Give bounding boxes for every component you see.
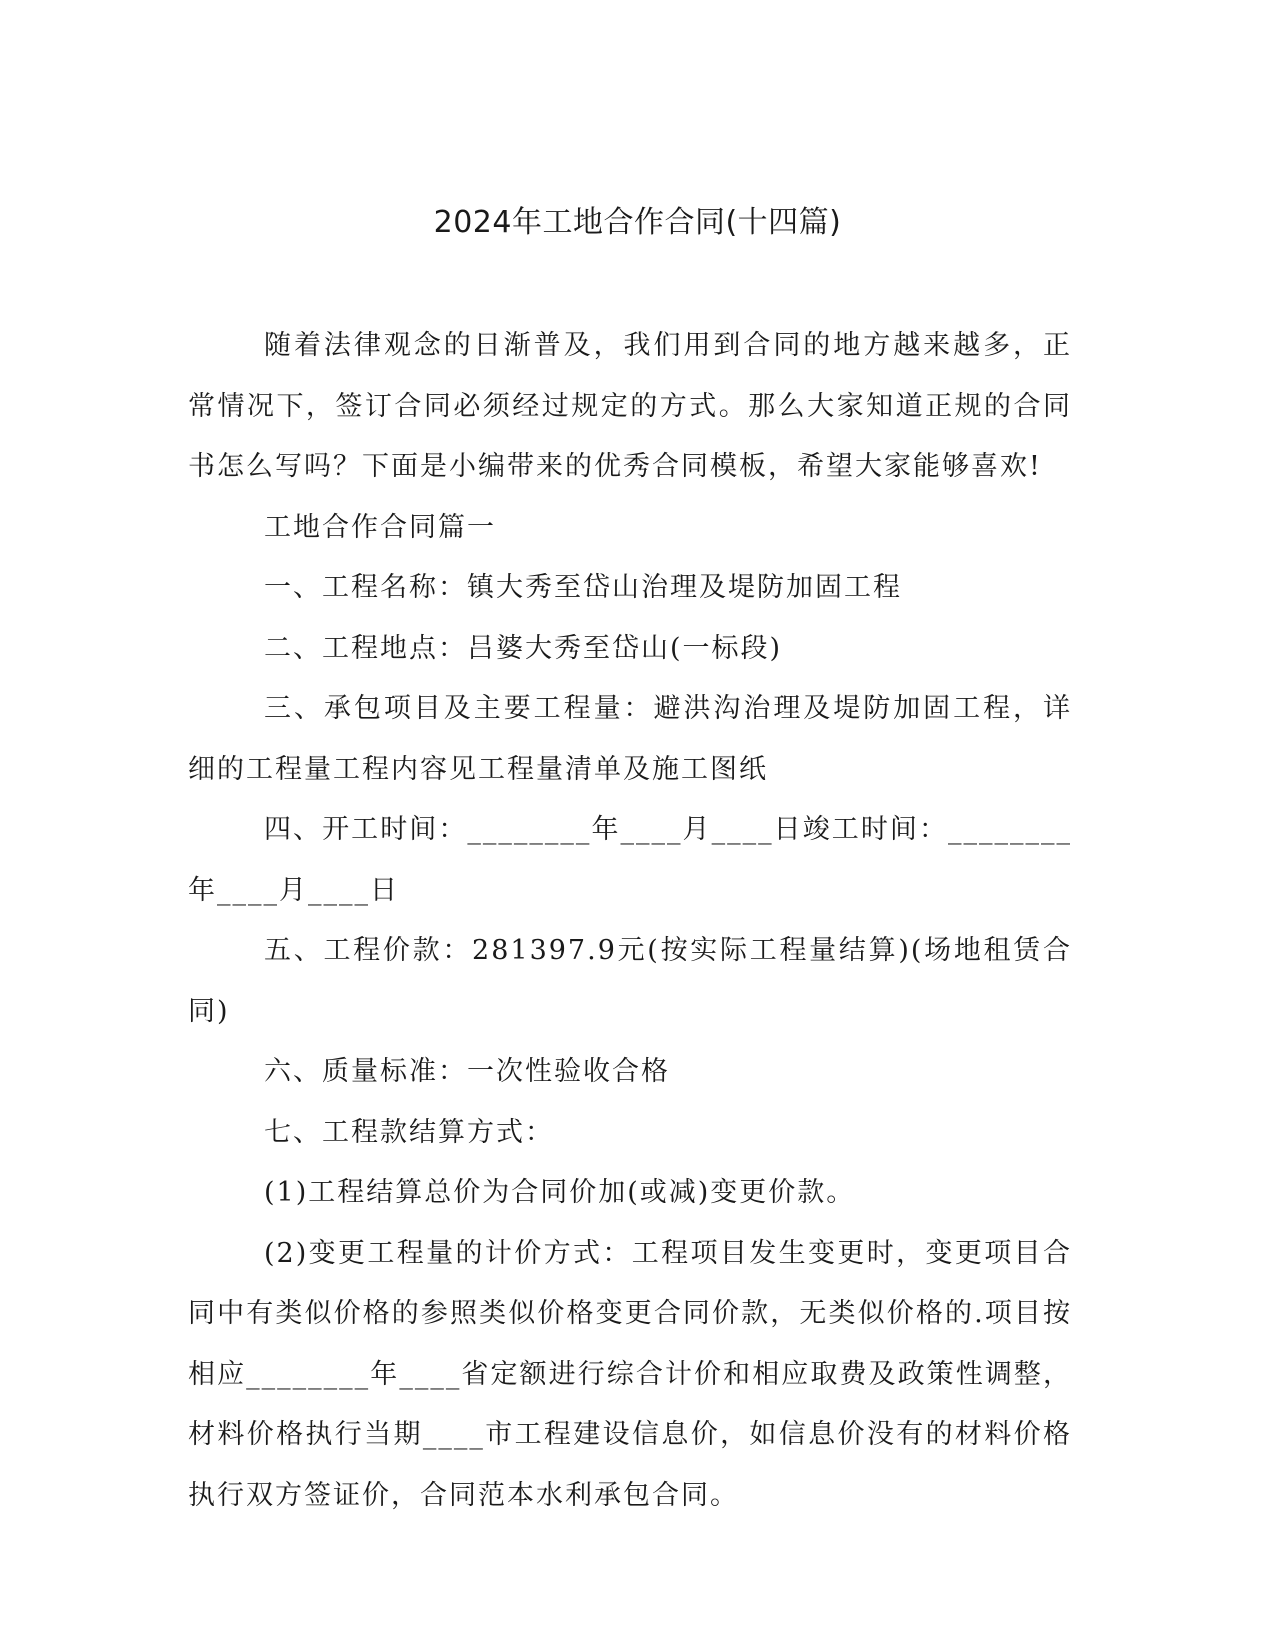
clause-project-location: 二、工程地点：吕婆大秀至岱山(一标段)	[264, 632, 783, 664]
clause-settlement-method: 七、工程款结算方式：	[264, 1116, 554, 1148]
clause-quality-standard: 六、质量标准：一次性验收合格	[264, 1056, 670, 1087]
clause-contract-scope: 三、承包项目及主要工程量：避洪沟治理及堤防加固工程，详细的工程量工程内容见工程量清单及施工图纸	[188, 693, 1072, 785]
document-body	[188, 316, 1072, 1526]
document-title: 2024年工地合作合同(十四篇)	[433, 205, 842, 240]
clause-contract-price: 五、工程价款：281397.9元(按实际工程量结算)(场地租赁合同)	[188, 935, 1072, 1027]
intro-paragraph: 随着法律观念的日渐普及，我们用到合同的地方越来越多，正常情况下，签订合同必须经过规定的方式。那么大家知道正规的合同书怎么写吗？下面是小编带来的优秀合同模板，希望大家能够喜欢!	[188, 330, 1072, 482]
settlement-item-2: (2)变更工程量的计价方式：工程项目发生变更时，变更项目合同中有类似价格的参照类似价格变更合同价款，无类似价格的.项目按相应________年____省定额进行综合计价和相应取费及政策性调整，材料价格执行当期____市工程建设信息价，如信息价没有的材料价格执行双方签证价，合同范本水利承包合同。	[188, 1237, 1072, 1511]
clause-schedule: 四、开工时间：________年____月____日竣工时间：________年____月____日	[188, 814, 1072, 906]
clause-project-name: 一、工程名称：镇大秀至岱山治理及堤防加固工程	[264, 572, 902, 603]
settlement-item-1: (1)工程结算总价为合同价加(或减)变更价款。	[264, 1177, 856, 1208]
section-heading: 工地合作合同篇一	[264, 511, 496, 543]
